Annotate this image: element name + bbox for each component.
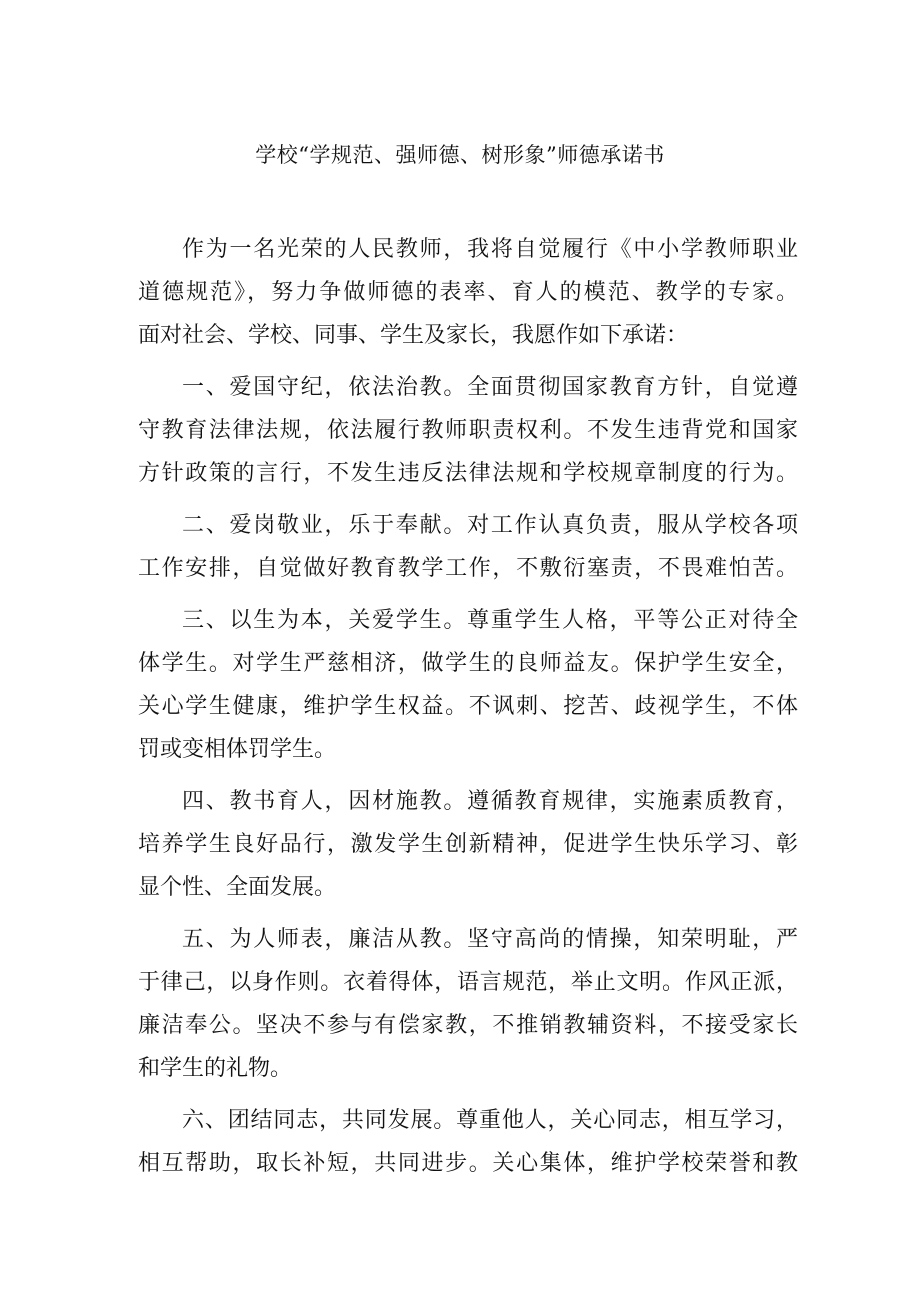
text-line: 体学生。对学生严慈相济，做学生的良师益友。保护学生安全， xyxy=(138,651,798,676)
text-line: 道德规范》，努力争做师德的表率、育人的模范、教学的专家。 xyxy=(138,280,798,305)
text-line: 显个性、全面发展。 xyxy=(138,875,337,900)
text-line: 方针政策的言行，不发生违反法律法规和学校规章制度的行为。 xyxy=(138,461,798,486)
paragraph-item-5 xyxy=(138,918,798,1090)
paragraph-intro xyxy=(138,228,798,357)
text-line: 相互帮助，取长补短，共同进步。关心集体，维护学校荣誉和教 xyxy=(138,1151,798,1176)
text-line: 面对社会、学校、同事、学生及家长，我愿作如下承诺： xyxy=(138,323,689,348)
text-line: 工作安排，自觉做好教育教学工作，不敷衍塞责，不畏难怕苦。 xyxy=(138,556,798,581)
text-line: 廉洁奉公。坚决不参与有偿家教，不推销教辅资料，不接受家长 xyxy=(138,1013,798,1038)
text-line: 一、爱国守纪，依法治教。全面贯彻国家教育方针，自觉遵 xyxy=(182,375,798,400)
paragraph-item-4 xyxy=(138,780,798,909)
text-line: 和学生的礼物。 xyxy=(138,1056,293,1081)
text-line: 四、教书育人，因材施教。遵循教育规律，实施素质教育， xyxy=(182,789,798,814)
text-line: 五、为人师表，廉洁从教。坚守高尚的情操，知荣明耻，严 xyxy=(182,927,798,952)
paragraph-item-1 xyxy=(138,366,798,495)
text-line: 培养学生良好品行，激发学生创新精神，促进学生快乐学习、彰 xyxy=(138,832,798,857)
text-line: 关心学生健康，维护学生权益。不讽刺、挖苦、歧视学生，不体 xyxy=(138,694,798,719)
text-line: 作为一名光荣的人民教师，我将自觉履行《中小学教师职业 xyxy=(182,237,798,262)
text-line: 罚或变相体罚学生。 xyxy=(138,737,337,762)
text-line: 三、以生为本，关爱学生。尊重学生人格，平等公正对待全 xyxy=(182,608,798,633)
text-line: 二、爱岗敬业，乐于奉献。对工作认真负责，服从学校各项 xyxy=(182,513,798,538)
paragraph-item-6 xyxy=(138,1099,798,1185)
paragraph-item-2 xyxy=(138,504,798,590)
text-line: 六、团结同志，共同发展。尊重他人，关心同志，相互学习， xyxy=(182,1108,798,1133)
document-title: 学校“学规范、强师德、树形象”师德承诺书 xyxy=(255,143,665,167)
document-body xyxy=(138,228,798,1194)
text-line: 于律己，以身作则。衣着得体，语言规范，举止文明。作风正派， xyxy=(138,970,798,995)
text-line: 守教育法律法规，依法履行教师职责权利。不发生违背党和国家 xyxy=(138,418,798,443)
paragraph-item-3 xyxy=(138,599,798,771)
